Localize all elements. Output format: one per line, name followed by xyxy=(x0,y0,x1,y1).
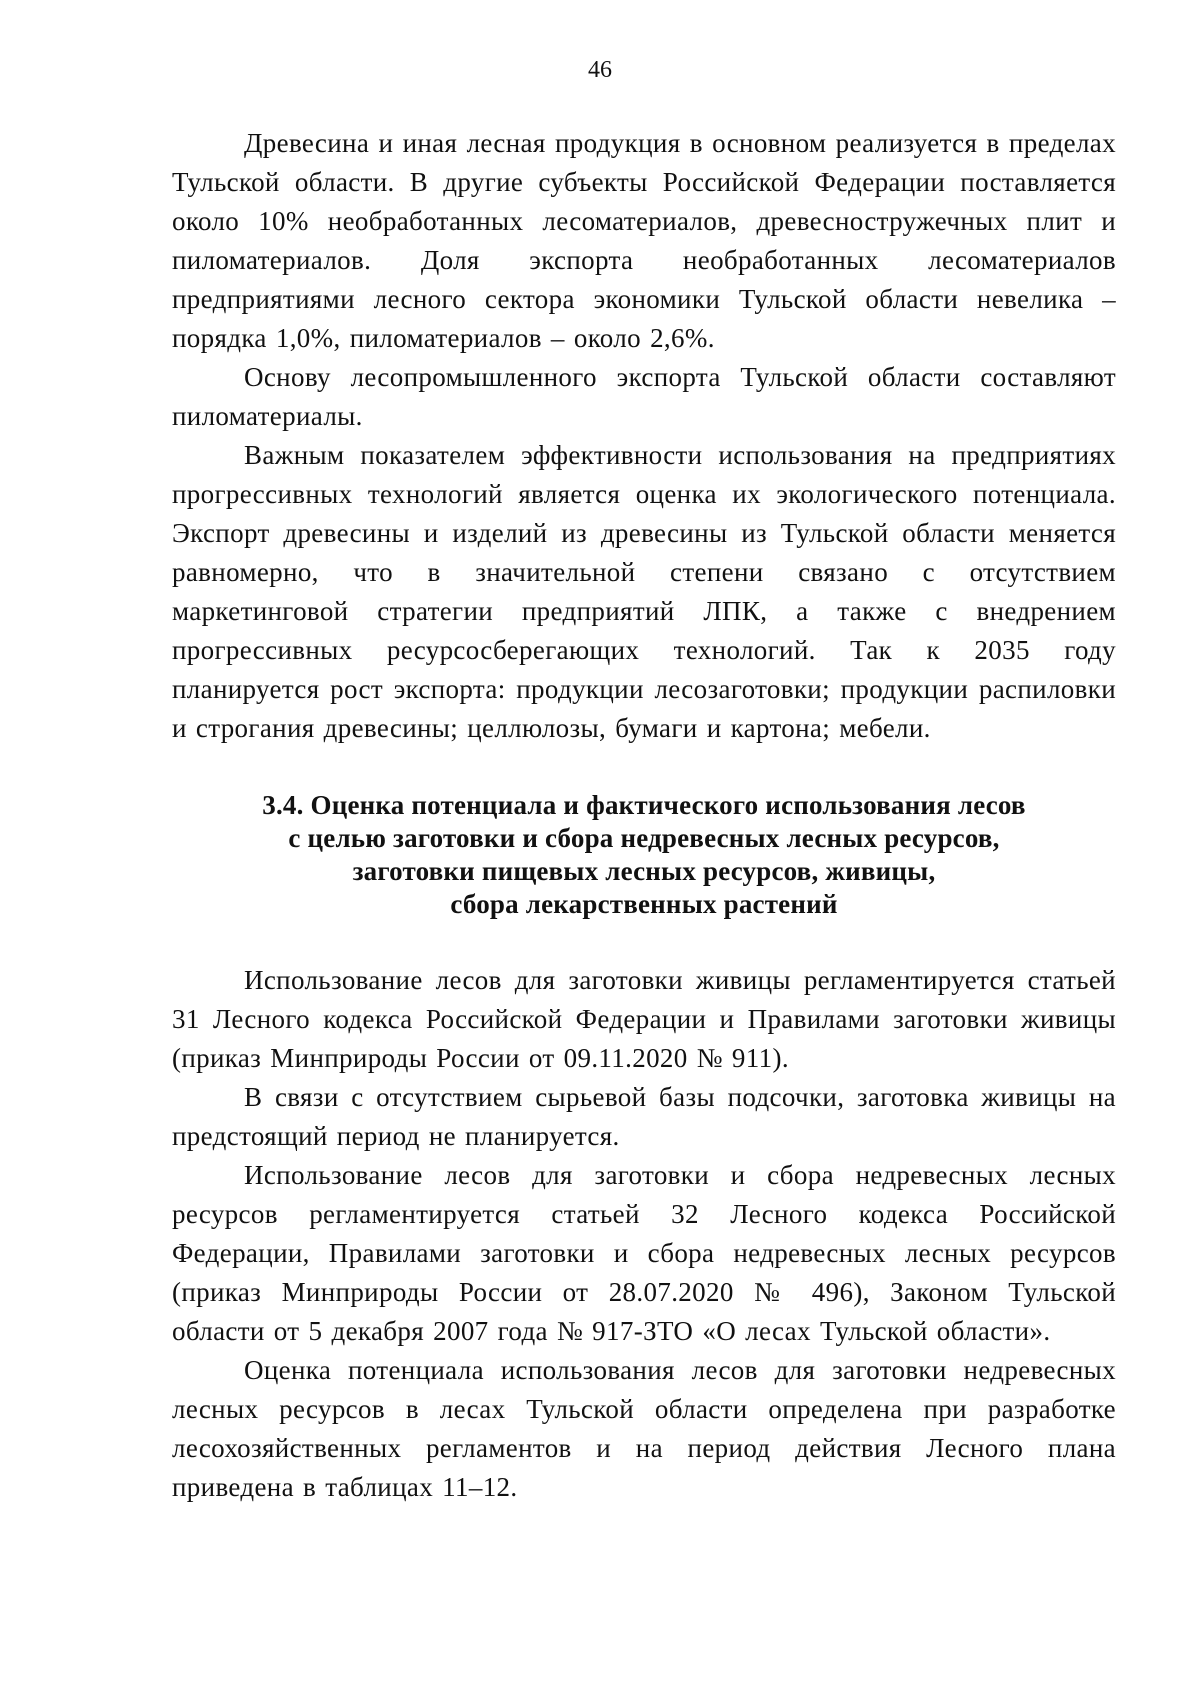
paragraph-resin-regulation: Использование лесов для заготовки живицы регламентируется статьей 31 Лесного кодекса Российской Федерации и Правилами заготовки живицы (приказ Минприроды России от 09.11.2020 № 911). xyxy=(172,965,1116,1073)
section-heading-line: сбора лекарственных растений xyxy=(450,889,838,919)
paragraph-resin-not-planned: В связи с отсутствием сырьевой базы подсочки, заготовка живицы на предстоящий период не планируется. xyxy=(172,1082,1116,1151)
paragraph-non-timber-regulation: Использование лесов для заготовки и сбора недревесных лесных ресурсов регламентируется статьей 32 Лесного кодекса Российской Федерации, Правилами заготовки и сбора недревесных лесных ресурсов (приказ Минприроды России от 28.07.2020 № 496), Законом Тульской области от 5 декабря 2007 года № 917-ЗТО «О лесах Тульской области». xyxy=(172,1160,1116,1346)
section-heading xyxy=(172,789,1116,921)
paragraph-export-sales: Древесина и иная лесная продукция в основном реализуется в пределах Тульской области. В другие субъекты Российской Федерации поставляется около 10% необработанных лесоматериалов, древесностружечных плит и пиломатериалов. Доля экспорта необработанных лесоматериалов предприятиями лесного сектора экономики Тульской области невелика – порядка 1,0%, пиломатериалов – около 2,6%. xyxy=(172,128,1116,353)
paragraph-export-basis: Основу лесопромышленного экспорта Тульской области составляют пиломатериалы. xyxy=(172,362,1116,431)
page-number: 46 xyxy=(588,57,612,83)
section-heading-line: заготовки пищевых лесных ресурсов, живицы, xyxy=(352,856,936,886)
section-heading-line: 3.4. Оценка потенциала и фактического использования лесов xyxy=(262,790,1026,820)
paragraph-efficiency: Важным показателем эффективности использования на предприятиях прогрессивных технологий является оценка их экологического потенциала. Экспорт древесины и изделий из древесины из Тульской области меняется равномерно, что в значительной степени связано с отсутствием маркетинговой стратегии предприятий ЛПК, а также с внедрением прогрессивных ресурсосберегающих технологий. Так к 2035 году планируется рост экспорта: продукции лесозаготовки; продукции распиловки и строгания древесины; целлюлозы, бумаги и картона; мебели. xyxy=(172,440,1116,743)
paragraph-potential-assessment: Оценка потенциала использования лесов для заготовки недревесных лесных ресурсов в лесах Тульской области определена при разработке лесохозяйственных регламентов и на период действия Лесного плана приведена в таблицах 11–12. xyxy=(172,1355,1116,1502)
section-heading-line: с целью заготовки и сбора недревесных лесных ресурсов, xyxy=(288,823,1000,853)
document-body xyxy=(172,124,1116,1507)
